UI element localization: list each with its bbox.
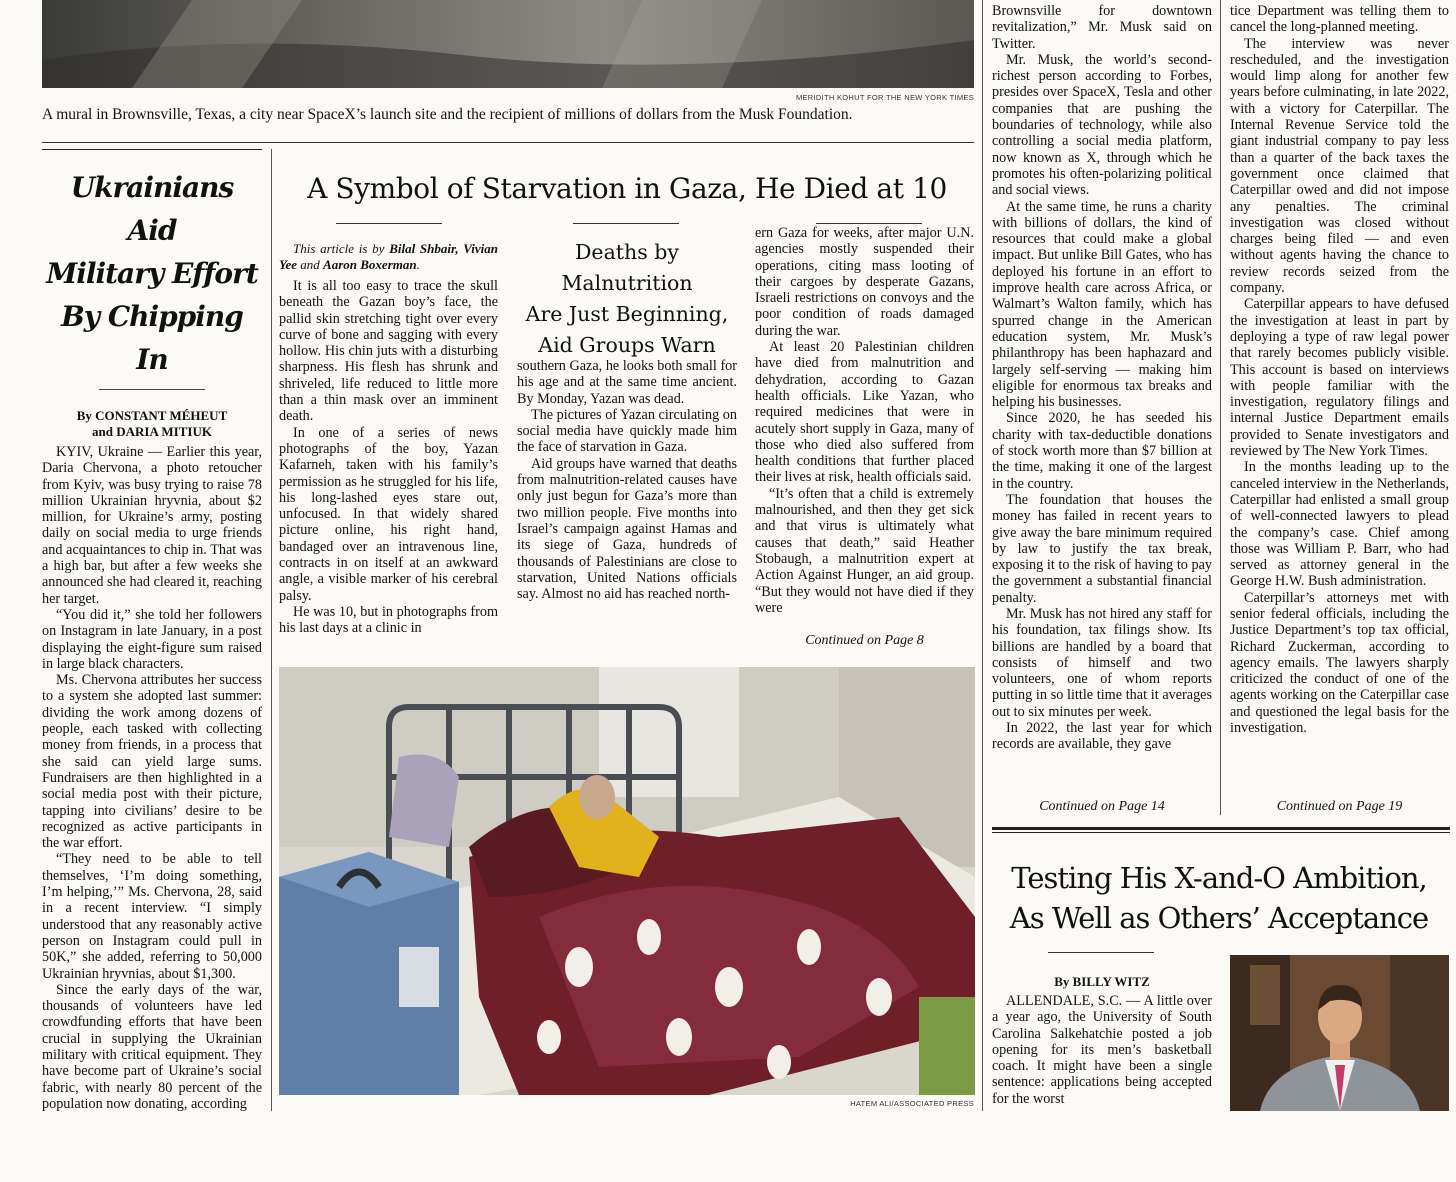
gaza-col-3	[755, 225, 974, 631]
coach-portrait-image	[1230, 955, 1449, 1111]
ukraine-paragraph: “They need to be able to tell themselves, ‘I’m doing something, I’m helping,’” Ms. Chervona, 28, said in a recent interview. “I simply understood that any reasonably active person on Instagram could pull in 50K,” she added, referring to 50,000 Ukrainian hryvnias, about $1,300.	[42, 851, 262, 982]
basketball-headline-line-2: As Well as Others’ Acceptance	[1009, 901, 1429, 935]
musk-continued-link[interactable]: Continued on Page 14	[1039, 799, 1165, 814]
basketball-headline	[986, 858, 1452, 938]
gaza-continued-link[interactable]: Continued on Page 8	[805, 633, 924, 648]
musk-paragraph: Brownsville for downtown revitalization,” Mr. Musk said on Twitter.	[992, 3, 1212, 52]
gaza-divider-3	[816, 223, 922, 224]
street-photo-image	[42, 0, 974, 88]
gaza-paragraph: Aid groups have warned that deaths from malnutrition-related causes have only just begun for Gaza’s more than two million people. Five months into Israel’s campaign against Hamas and its siege of Gaza, hundreds of thousands of Palestinians are close to starvation, United Nations officials say. Almost no aid has reached north-	[517, 455, 737, 603]
ukraine-article	[42, 149, 262, 1182]
gaza-col-1	[279, 241, 498, 652]
ukraine-paragraph: “You did it,” she told her followers on Instagram in late January, in a post displaying the eight-figure sum raised in large black characters.	[42, 606, 262, 672]
gaza-photo-credit: HATEM ALI/ASSOCIATED PRESS	[850, 1099, 974, 1108]
gaza-paragraph: The pictures of Yazan circulating on social media have quickly made him the face of starvation in Gaza.	[517, 406, 737, 456]
ukraine-headline-line-1: Ukrainians Aid	[70, 171, 234, 247]
basketball-paragraph: ALLENDALE, S.C. — A little over a year ago, the University of South Carolina Salkehatchie posted a job opening for its men’s basketball coach. It might have been a single sentence: applications being accepted for the worst	[992, 993, 1212, 1107]
gaza-paragraph: It is all too easy to trace the skull beneath the Gazan boy’s face, the pallid skin stretching tight over every curve of bone and sagging with every hollow. His chin juts with a disturbing sharpness. His flesh has shrunk and shriveled, life reduced to little more than a thin mask over an imminent death.	[279, 278, 498, 425]
gaza-col-1-body	[279, 278, 498, 652]
top-photo-caption: A mural in Brownsville, Texas, a city near SpaceX’s launch site and the recipient of millions of dollars from the Musk Foundation.	[42, 106, 853, 123]
basketball-divider	[1048, 952, 1154, 953]
ukraine-byline-line-1: By CONSTANT MÉHEUT	[76, 408, 228, 423]
gaza-subhead-line-1: Deaths by Malnutrition	[561, 240, 693, 295]
gaza-paragraph: ern Gaza for weeks, after major U.N. agencies mostly suspended their operations, citing mass looting of their cargoes by desperate Gazans, Israeli restrictions on convoys and the poor condition of roads damaged during the war.	[755, 225, 974, 339]
caterpillar-column	[1230, 3, 1449, 795]
musk-column	[992, 3, 1212, 795]
caterpillar-paragraph: tice Department was telling them to cancel the long-planned meeting.	[1230, 3, 1449, 36]
basketball-headline-line-1: Testing His X-and-O Ambition,	[1011, 861, 1427, 895]
gaza-divider-1	[336, 223, 442, 224]
basketball-byline: By BILLY WITZ	[1054, 974, 1150, 989]
caterpillar-paragraph: Caterpillar appears to have defused the investigation at least in part by deploying a type of raw legal power that rarely becomes publicly visible. This account is based on interviews with people familiar with the investigation, regulatory filings and internal Justice Department emails provided to Senate investigators and reviewed by The New York Times.	[1230, 296, 1449, 460]
basketball-photo	[1230, 955, 1449, 1111]
section-double-rule	[992, 832, 1450, 833]
column-rule	[982, 0, 983, 1111]
ukraine-body	[42, 444, 262, 1182]
musk-paragraph: Mr. Musk has not hired any staff for his foundation, tax filings show. Its billions are handled by a board that consists of himself and two volunteers, one of whom reports putting in so little time that it averages out to six minutes per week.	[992, 605, 1212, 720]
gaza-headline: A Symbol of Starvation in Gaza, He Died at 10	[307, 172, 947, 205]
gaza-col-2	[517, 358, 737, 650]
gaza-byline-period: .	[416, 257, 420, 272]
top-photo	[42, 0, 974, 88]
caterpillar-paragraph: The interview was never rescheduled, and the investigation would limp along for another few years before culminating, in late 2022, with a victory for Caterpillar. The Internal Revenue Service told the giant industrial company to pay less than a quarter of the back taxes the government once claimed that Caterpillar owed and did not impose any penalties. The criminal investigation was closed without charges being filed — and even without agents having the chance to review records seized from the company.	[1230, 35, 1449, 297]
gaza-paragraph: He was 10, but in photographs from his last days at a clinic in	[279, 603, 498, 637]
gaza-byline	[279, 241, 498, 273]
musk-paragraph: In 2022, the last year for which records are available, they gave	[992, 720, 1212, 753]
ukraine-paragraph: Since the early days of the war, thousands of volunteers have led crowdfunding efforts that have been crucial in supplying the Ukrainian military with critical equipment. They have become part of Ukraine’s social fabric, with nearly 80 percent of the population now donating, according	[42, 981, 262, 1112]
section-double-rule	[992, 827, 1450, 830]
musk-paragraph: The foundation that houses the money has failed in recent years to give away the bare minimum required by law to justify the tax break, exposing it to the risk of having to pay the government a substantial financial penalty.	[992, 491, 1212, 606]
ukraine-rule-top	[42, 149, 262, 150]
gaza-paragraph: In one of a series of news photographs of the boy, Yazan Kafarneh, taken with his family’s permission as he struggled for his life, his long-lashed eyes stare out, unfocused. In that widely shared picture online, his right hand, bandaged over an intravenous line, contracts in on itself at an awkward angle, a visible marker of his cerebral palsy.	[279, 424, 498, 604]
musk-paragraph: Since 2020, he has seeded his charity with tax-deductible donations of stock worth more than $7 billion at the time, making it one of the largest in the country.	[992, 410, 1212, 492]
ukraine-byline	[42, 408, 262, 440]
section-rule	[42, 142, 974, 143]
ukraine-headline-line-3: By Chipping In	[61, 300, 243, 376]
gaza-paragraph: “It’s often that a child is extremely malnourished, and then they get sick and that virus is ultimately what causes that death,” said Heather Stobaugh, a malnutrition expert at Action Against Hunger, an aid group. “But they would not have died if they were	[755, 485, 974, 616]
ukraine-byline-line-2: and DARIA MITIUK	[92, 424, 212, 439]
ukraine-headline	[42, 166, 262, 381]
basketball-body	[992, 993, 1212, 1108]
column-rule	[1220, 0, 1221, 815]
gaza-byline-and: and	[297, 257, 324, 272]
caterpillar-paragraph: In the months leading up to the canceled interview in the Netherlands, Caterpillar had enlisted a small group of well-connected lawyers to plead the company’s case. Chief among those was William P. Barr, who had served as attorney general in the George H.W. Bush administration.	[1230, 459, 1449, 590]
musk-paragraph: At the same time, he runs a charity with billions of dollars, the kind of resources that could make a global impact. But unlike Bill Gates, who has deployed his fortune in an effort to improve health care across Africa, or Walmart’s Walton family, which has spurred change in the American education system, Mr. Musk’s philanthropy has been haphazard and largely self-serving — making him eligible for enormous tax breaks and helping his businesses.	[992, 198, 1212, 411]
gaza-divider-2	[573, 223, 679, 224]
ukraine-divider	[99, 389, 205, 390]
gaza-paragraph: At least 20 Palestinian children have died from malnutrition and dehydration, according to Gazan health officials. Like Yazan, who required medicines that were in acutely short supply in Gaza, many of those who died also suffered from health conditions that further placed their lives at risk, health officials said.	[755, 339, 974, 486]
gaza-subhead-line-2: Are Just Beginning,	[525, 302, 729, 326]
hospital-bed-photo-image	[279, 667, 975, 1095]
gaza-subhead	[512, 237, 742, 361]
top-photo-credit: MERIDITH KOHUT FOR THE NEW YORK TIMES	[795, 93, 974, 102]
caterpillar-continued-link[interactable]: Continued on Page 19	[1276, 799, 1403, 814]
musk-paragraph: Mr. Musk, the world’s second-richest person according to Forbes, presides over SpaceX, Tesla and other companies that are pushing the boundaries of technology, while also controlling a social media platform, now known as X, through which he promotes his often-polarizing political and social views.	[992, 51, 1212, 199]
gaza-byline-last: Aaron Boxerman	[323, 257, 417, 272]
gaza-photo	[279, 667, 975, 1095]
column-rule	[271, 149, 272, 1111]
gaza-byline-prefix: This article is by	[293, 241, 390, 256]
caterpillar-paragraph: Caterpillar’s attorneys met with senior federal officials, including the Justice Department’s top tax official, Richard Zuckerman, according to agency emails. The lawyers sharply criticized the conduct of one of the agents working on the Caterpillar case and questioned the legal basis for the investigation.	[1230, 589, 1449, 737]
ukraine-headline-line-2: Military Effort	[46, 257, 258, 290]
ukraine-paragraph: Ms. Chervona attributes her success to a system she adopted last summer: dividing the work among dozens of people, each tasked with collecting money from friends, in a process that she said can yield large sums. Fundraisers are then highlighted in a social media post with their picture, tapping into civilians’ desire to be recognized as active participants in the war effort.	[42, 672, 262, 852]
gaza-paragraph: southern Gaza, he looks both small for his age and at the same time ancient. By Monday, Yazan was dead.	[517, 358, 737, 407]
ukraine-paragraph: KYIV, Ukraine — Earlier this year, Daria Chervona, a photo retoucher from Kyiv, was busy trying to raise 78 million Ukrainian hryvnia, about $2 million, for Ukraine’s army, posting daily on social media to urge friends and acquaintances to chip in. That was a high bar, but after a few weeks she announced she had cleared it, reaching her target.	[42, 444, 262, 607]
gaza-byline-names: Bilal Shbair, Vivian Yee	[279, 241, 498, 272]
gaza-subhead-line-3: Aid Groups Warn	[538, 333, 716, 357]
